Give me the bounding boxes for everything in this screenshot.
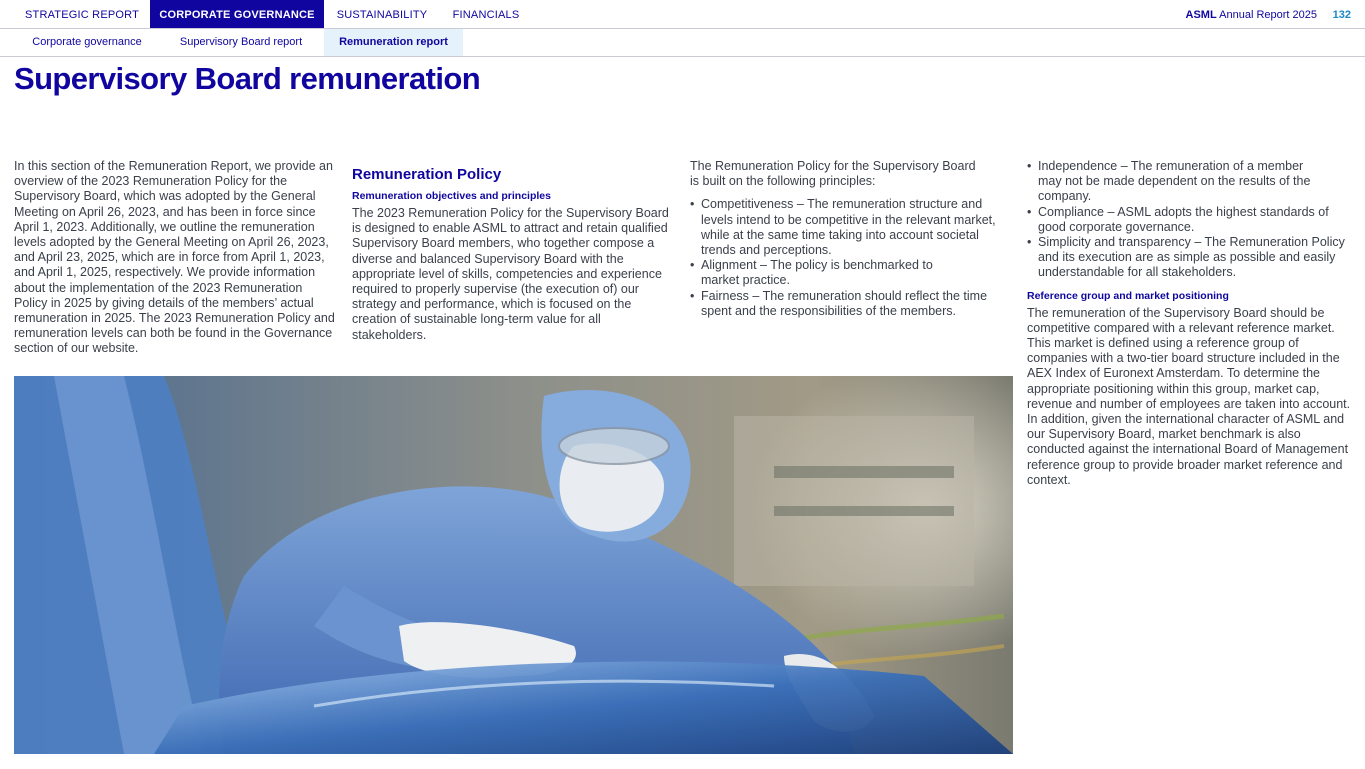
cleanroom-illustration [14, 376, 1013, 754]
policy-paragraph: The 2023 Remuneration Policy for the Supervisory Board is designed to enable ASML to attract and retain qualified Supervisory Board members, who together compose a diverse and balanced Supervisory Board with the appropriate level of skills, competencies and experience required to properly supervise (the execution of) our strategy and performance, which is focused on the creation of sustainable long-term value for all stakeholders. [352, 206, 669, 342]
cleanroom-photo [14, 376, 1013, 754]
tab-strategic-report[interactable]: STRATEGIC REPORT [24, 9, 140, 21]
tab-financials[interactable]: FINANCIALS [452, 9, 520, 21]
reference-subheading: Reference group and market positioning [1027, 289, 1229, 302]
policy-column [352, 165, 672, 343]
tab-sustainability[interactable]: SUSTAINABILITY [336, 9, 428, 21]
subtab-supervisory-board-report[interactable]: Supervisory Board report [179, 36, 303, 48]
reference-paragraph: The remuneration of the Supervisory Board should be competitive compared with a relevant reference market. This market is defined using a reference group of companies with a two-tier board structure included in the AEX Index of Euronext Amsterdam. To determine the appropriate positioning within this group, market cap, revenue and number of employees are taken into account. In addition, given the international character of ASML and our Supervisory Board, market benchmark is also conducted against the international Board of Management reference group to provide broader market reference and context. [1027, 305, 1351, 487]
list-item: • Competitiveness – The remuneration structure and levels intend to be competitive in the relevant market, while at the same time taking into account societal trends and perceptions. [690, 197, 1010, 258]
subtab-remuneration-report[interactable]: Remuneration report [324, 29, 463, 56]
intro-paragraph: In this section of the Remuneration Report, we provide an overview of the 2023 Remuneration Policy for the Supervisory Board, which was adopted by the General Meeting on April 26, 2023, and has been in force since April 1, 2023. Additionally, we outline the remuneration levels adopted by the General Meeting on April 26, 2023, and April 23, 2025, which are in force from April 1, 2023, and April 1, 2025, respectively. We provide information about the implementation of the 2023 Remuneration Policy in 2025 by giving details of the members’ actual remuneration in 2025. The 2023 Remuneration Policy and remuneration levels can both be found in the Governance section of our website. [14, 159, 335, 356]
brand-title: Annual Report 2025 [1216, 9, 1317, 21]
principles-list-continued [1027, 159, 1351, 281]
list-item: • Compliance – ASML adopts the highest standards of good corporate governance. [1027, 205, 1351, 235]
tab-corporate-governance[interactable]: CORPORATE GOVERNANCE [150, 0, 324, 28]
report-brand [1186, 0, 1317, 30]
section-heading: Remuneration Policy [352, 166, 502, 183]
page-number: 132 [1332, 9, 1351, 21]
subtab-corporate-governance[interactable]: Corporate governance [32, 36, 142, 48]
intro-column [14, 159, 336, 357]
principles-list [690, 197, 1010, 319]
principles-intro: The Remuneration Policy for the Supervisory Board is built on the following principles: [690, 159, 976, 189]
sub-navigation [0, 29, 1365, 57]
top-navigation [0, 0, 1365, 29]
list-item: • Independence – The remuneration of a member may not be made dependent on the results of the company. [1027, 159, 1351, 205]
section-subheading: Remuneration objectives and principles [352, 190, 551, 202]
brand-name: ASML [1185, 9, 1217, 21]
list-item: • Fairness – The remuneration should reflect the time spent and the responsibilities of the members. [690, 289, 1010, 319]
list-item: • Simplicity and transparency – The Remuneration Policy and its execution are as simple as possible and easily understandable for all stakeholders. [1027, 235, 1351, 281]
page-title: Supervisory Board remuneration [14, 61, 481, 96]
reference-column [1027, 159, 1351, 488]
principles-column [690, 159, 1010, 319]
list-item: • Alignment – The policy is benchmarked to market practice. [690, 258, 1010, 288]
